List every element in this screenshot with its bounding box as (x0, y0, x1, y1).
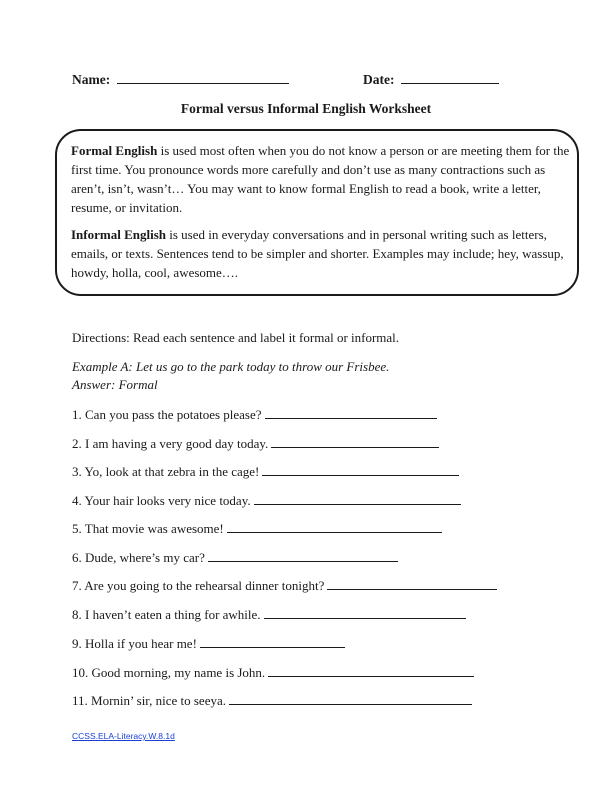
answer-line-3[interactable] (262, 463, 459, 476)
example-sentence: Example A: Let us go to the park today to throw our Frisbee. (72, 359, 390, 374)
directions: Directions: Read each sentence and label it formal or informal. (72, 330, 400, 345)
answer-line-6[interactable] (208, 549, 398, 562)
answer-line-2[interactable] (271, 435, 439, 448)
date-line[interactable] (401, 71, 499, 84)
informal-text: is used in everyday conversations and in personal writing such as letters, emails, or texts. Sentences tend to be simpler and shorter. Examples may include; hey, wassup, howdy, holla, cool, awesome…. (71, 227, 564, 280)
question-11 (72, 692, 472, 709)
name-line[interactable] (117, 71, 289, 84)
question-text: 10. Good morning, my name is John. (72, 665, 266, 680)
question-2 (72, 435, 439, 452)
answer-line-4[interactable] (254, 492, 461, 505)
answer-line-9[interactable] (200, 635, 345, 648)
example-answer: Answer: Formal (72, 377, 158, 392)
question-text: 4. Your hair looks very nice today. (72, 493, 251, 508)
formal-definition (71, 141, 571, 217)
answer-line-11[interactable] (229, 692, 472, 705)
answer-line-8[interactable] (264, 606, 466, 619)
answer-line-7[interactable] (327, 577, 497, 590)
question-text: 1. Can you pass the potatoes please? (72, 407, 262, 422)
formal-text: is used most often when you do not know a person or are meeting them for the first time. You pronounce words more carefully and don’t use as many contractions such as aren’t, isn’t, wasn’t… You may want to know formal English to read a book, write a letter, resume, or invitation. (71, 143, 570, 215)
question-8 (72, 606, 466, 623)
date-label: Date: (363, 72, 395, 87)
question-text: 9. Holla if you hear me! (72, 636, 197, 651)
question-4 (72, 492, 461, 509)
question-6 (72, 549, 398, 566)
question-text: 8. I haven’t eaten a thing for awhile. (72, 607, 261, 622)
answer-line-1[interactable] (265, 406, 437, 419)
question-text: 3. Yo, look at that zebra in the cage! (72, 464, 260, 479)
question-text: 5. That movie was awesome! (72, 521, 224, 536)
question-5 (72, 520, 442, 537)
question-text: 7. Are you going to the rehearsal dinner tonight? (72, 578, 325, 593)
informal-term: Informal English (71, 227, 166, 242)
date-field[interactable] (363, 71, 499, 88)
formal-term: Formal English (71, 143, 158, 158)
name-field[interactable] (72, 71, 289, 88)
question-text: 11. Mornin’ sir, nice to seeya. (72, 693, 226, 708)
question-10 (72, 664, 474, 681)
question-1 (72, 406, 437, 423)
question-text: 6. Dude, where’s my car? (72, 550, 205, 565)
question-text: 2. I am having a very good day today. (72, 436, 269, 451)
answer-line-10[interactable] (268, 664, 474, 677)
name-label: Name: (72, 72, 111, 87)
informal-definition (71, 225, 571, 282)
standard-link[interactable]: CCSS.ELA-Literacy.W.8.1d (72, 731, 175, 741)
answer-line-5[interactable] (227, 520, 442, 533)
worksheet-title: Formal versus Informal English Worksheet (180, 101, 432, 116)
question-3 (72, 463, 459, 480)
question-7 (72, 577, 497, 594)
question-9 (72, 635, 345, 652)
